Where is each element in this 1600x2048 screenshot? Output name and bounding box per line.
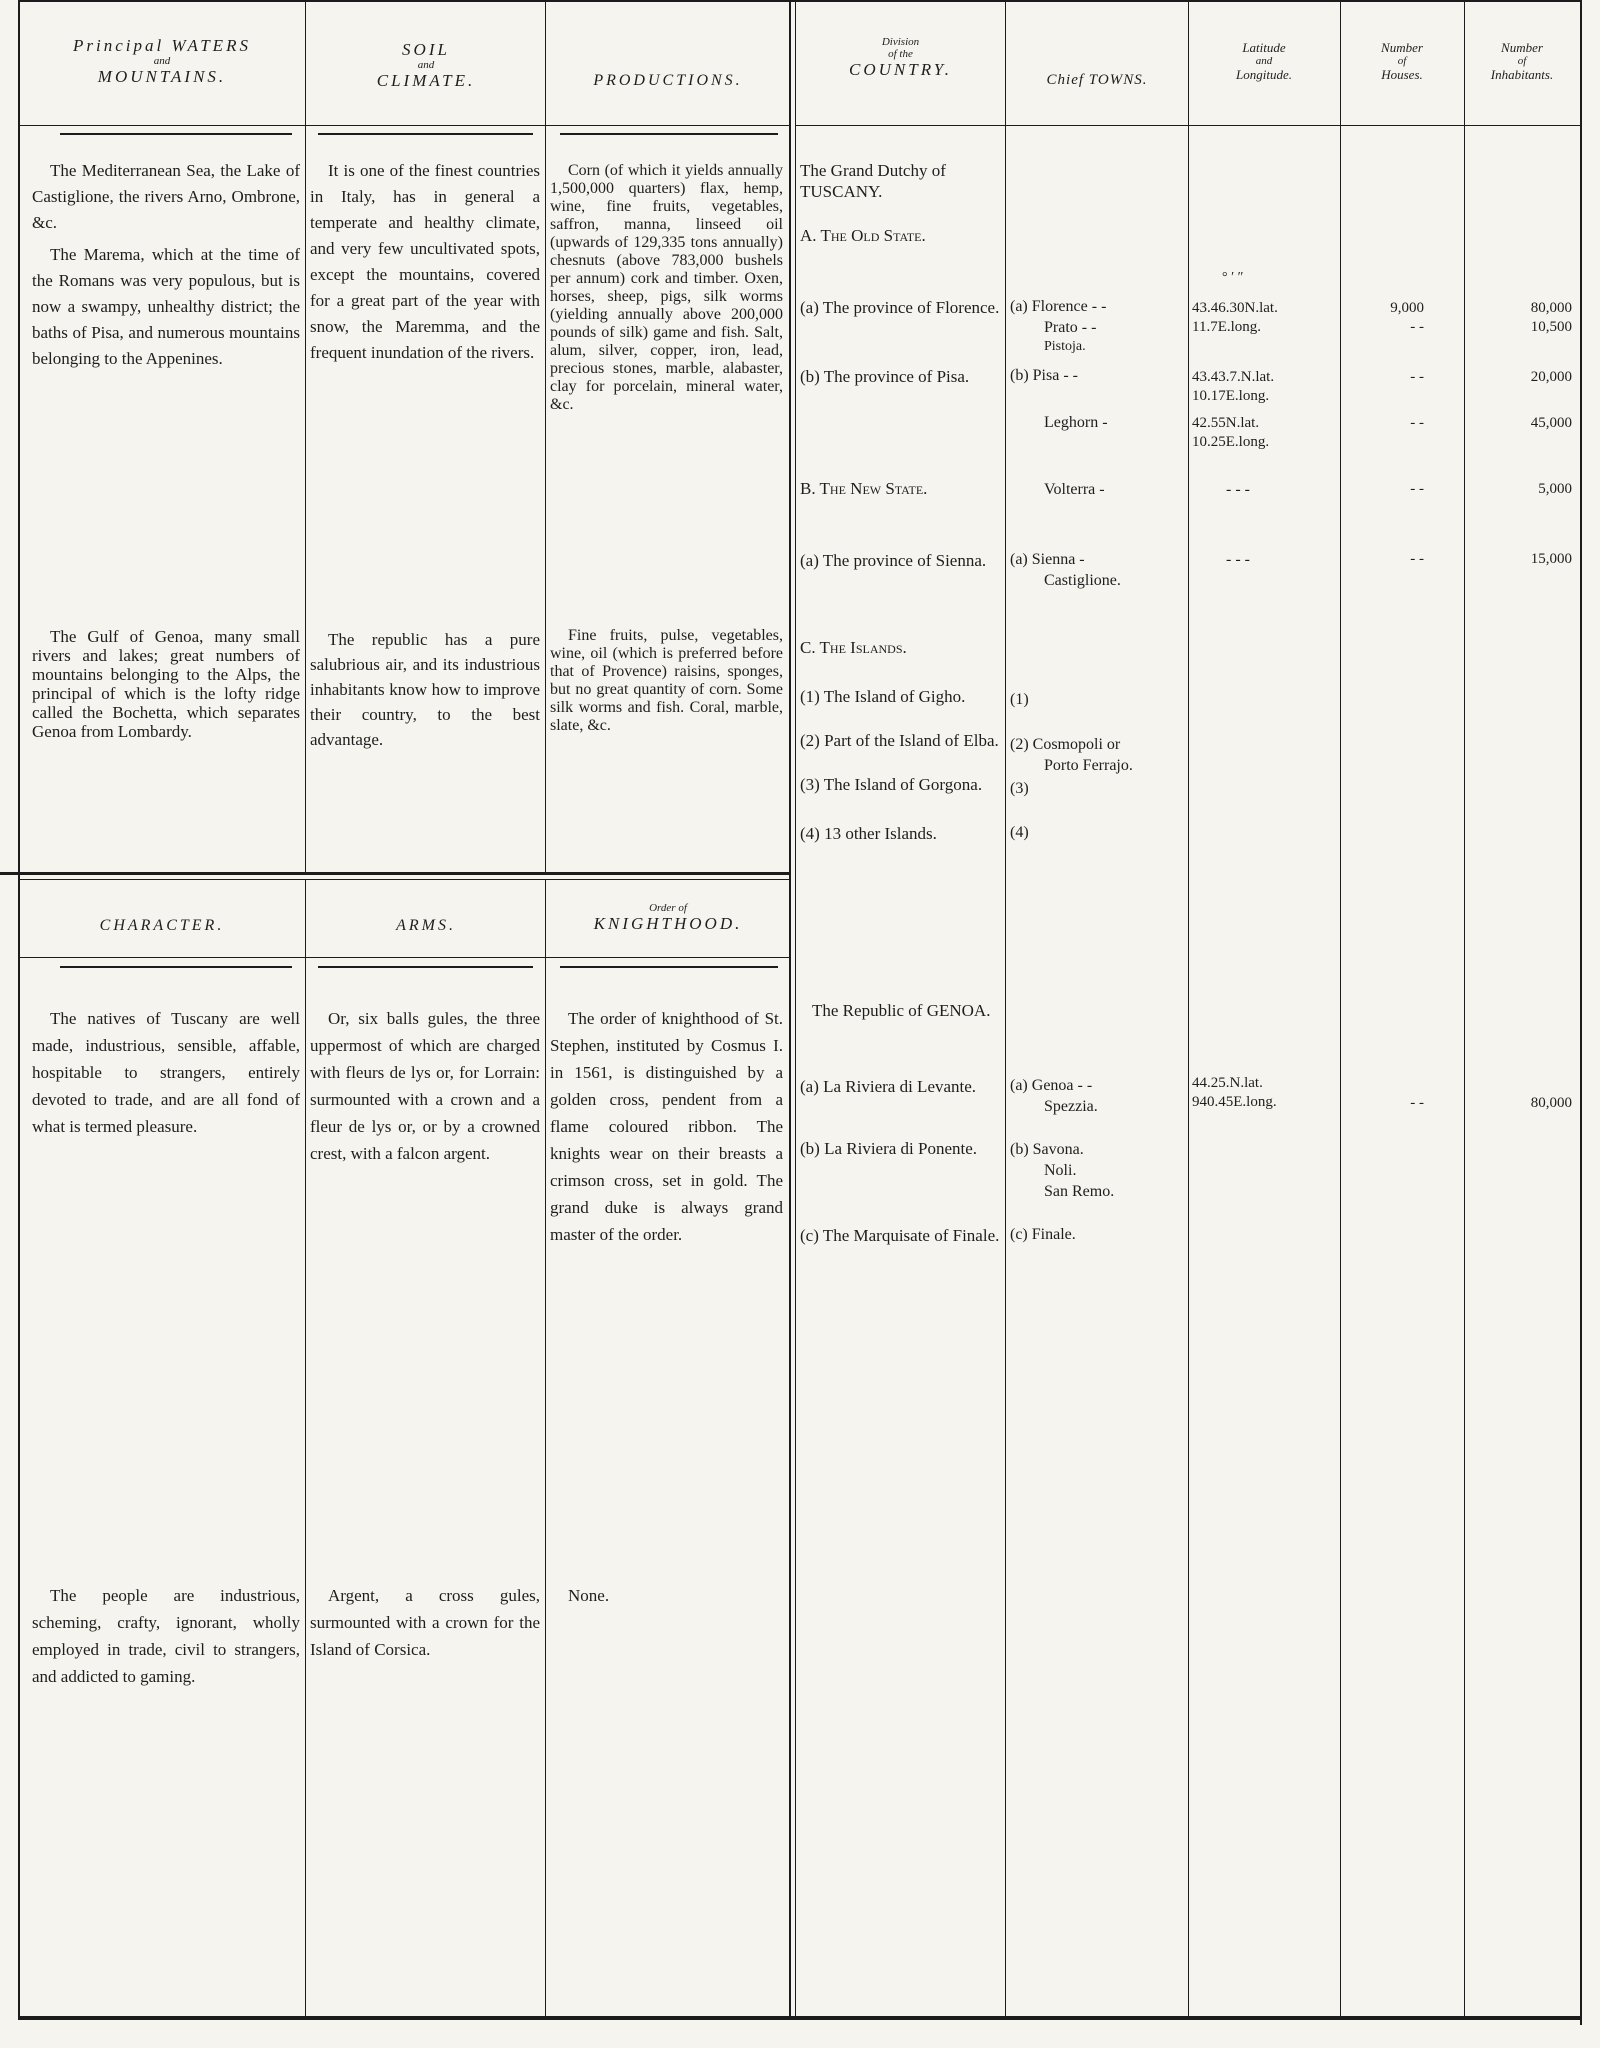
header-text: Number (1501, 40, 1543, 55)
town-island-1: (1) (1010, 691, 1029, 708)
right-border (1580, 0, 1582, 2025)
division-levante: (a) La Riviera di Levante. (800, 1077, 977, 1096)
col-rule (1340, 0, 1341, 2018)
division-ponente: (b) La Riviera di Ponente. (800, 1139, 978, 1158)
town-finale: (c) Finale. (1010, 1226, 1076, 1243)
town-genoa: (a) Genoa - - (1010, 1077, 1093, 1094)
division-finale: (c) The Marquisate of Finale. (800, 1226, 1000, 1245)
latlong-genoa-lat: 44.25.N.lat. (1192, 1075, 1263, 1091)
division-old-state: A. The Old State. (800, 226, 926, 245)
latlong-florence-lat: 43.46.30N.lat. (1192, 300, 1278, 316)
header-text: SOIL (402, 40, 450, 59)
header-rule (318, 966, 533, 968)
header-rule (560, 133, 778, 135)
header-character: CHARACTER. (99, 917, 225, 934)
header-text: of (1517, 55, 1527, 67)
latlong-florence-long: 11.7E.long. (1192, 319, 1262, 335)
col-rule (545, 880, 546, 2017)
header-productions: PRODUCTIONS. (593, 72, 743, 89)
col-rule (1464, 0, 1465, 2018)
genoa-arms: Argent, a cross gules, surmounted with a crown for the Island of Corsica. (310, 1586, 540, 1659)
division-tuscany-title: The Grand Dutchy of TUSCANY. (800, 161, 946, 201)
header-text: COUNTRY. (849, 60, 952, 79)
town-island-4: (4) (1010, 824, 1029, 841)
header-text: Principal WATERS (73, 36, 251, 55)
col-rule (545, 0, 546, 872)
col-rule-double (795, 0, 796, 2018)
town-cosmopoli: (2) Cosmopoli or (1010, 736, 1121, 753)
col-rule (305, 880, 306, 2017)
houses-leghorn: - - (1410, 415, 1424, 431)
section-divider (18, 879, 790, 880)
houses-florence: 9,000 (1390, 300, 1424, 316)
header-text: of (1397, 55, 1407, 67)
header-text: and (417, 59, 435, 71)
latlong-pisa-lat: 43.43.7.N.lat. (1192, 369, 1275, 385)
header-arms: ARMS. (396, 917, 456, 934)
tuscany-character: The natives of Tuscany are well made, industrious, sensible, affable, hospitable to strangers, entirely devoted to trade, and are all fond of what is termed pleasure. (32, 1009, 300, 1136)
header-text: CLIMATE. (376, 71, 476, 90)
header-text: Houses. (1381, 67, 1423, 82)
town-leghorn: Leghorn - (1044, 414, 1108, 431)
header-rule (60, 133, 292, 135)
inhabitants-volterra: 5,000 (1538, 481, 1572, 497)
inhabitants-sienna: 15,000 (1530, 551, 1572, 567)
left-border (18, 0, 20, 2018)
header-rule (560, 966, 778, 968)
header-rule (318, 133, 533, 135)
header-text: Inhabitants. (1490, 67, 1554, 82)
section-divider (0, 872, 791, 875)
division-pisa: (b) The province of Pisa. (800, 367, 970, 386)
town-volterra: Volterra - (1044, 481, 1105, 498)
header-text: and (153, 55, 171, 67)
genoa-productions: Fine fruits, pulse, vegetables, wine, oil (which is preferred before that of Provence) raisins, sponges, but no great quantity of corn. Some silk worms and fish. Coral, marble, slate, &c. (550, 627, 783, 734)
col-rule (1005, 0, 1006, 2018)
header-rule (796, 125, 1582, 126)
latlong-leghorn-long: 10.25E.long. (1192, 434, 1270, 450)
houses-pisa: - - (1410, 369, 1424, 385)
latlong-pisa-long: 10.17E.long. (1192, 388, 1270, 404)
town-castiglione: Castiglione. (1044, 572, 1121, 589)
latlong-genoa-long: 940.45E.long. (1192, 1094, 1277, 1110)
tuscany-productions: Corn (of which it yields annually 1,500,000 quarters) flax, hemp, wine, fine fruits, vegetables, saffron, manna, linseed oil (upwards of 129,335 tons annually) chesnuts (above 783,000 bushels per annum) cork and timber. Oxen, horses, sheep, pigs, silk worms (yielding annually above 200,000 pounds of silk) game and fish. Salt, alum, silver, copper, iron, lead, precious stones, marble, alabaster, clay for porcelain, mineral water, &c. (550, 162, 783, 413)
division-sienna: (a) The province of Sienna. (800, 551, 987, 570)
tuscany-waters-p2: The Marema, which at the time of the Romans was very populous, but is now a swampy, unhealthy district; the baths of Pisa, and numerous mountains belonging to the Appenines. (32, 245, 300, 368)
header-latlong (1190, 40, 1338, 82)
division-other-islands: (4) 13 other Islands. (800, 824, 937, 843)
tuscany-waters-p1: The Mediterranean Sea, the Lake of Castiglione, the rivers Arno, Ombrone, &c. (32, 161, 300, 232)
header-text: Latitude (1242, 40, 1286, 55)
latlong-volterra: - - - (1226, 481, 1250, 498)
col-rule (1188, 0, 1189, 2018)
genoa-waters: The Gulf of Genoa, many small rivers and lakes; great numbers of mountains belonging to the Alps, the principal of which is the lofty ridge called the Bochetta, which separates Genoa from Lombardy. (32, 627, 300, 741)
latlong-degree-marks: ° ′ ″ (1222, 270, 1244, 285)
town-prato: Prato - - (1044, 319, 1097, 336)
header-text: Longitude. (1236, 67, 1292, 82)
header-text: of the (888, 48, 913, 60)
header-knighthood (548, 902, 788, 933)
division-genoa-title: The Republic of GENOA. (812, 1001, 991, 1020)
col-rule-double (789, 0, 791, 2018)
division-gigho: (1) The Island of Gigho. (800, 687, 966, 706)
division-gorgona: (3) The Island of Gorgona. (800, 775, 983, 794)
header-waters-mountains (22, 36, 302, 86)
genoa-character: The people are industrious, scheming, crafty, ignorant, wholly employed in trade, civil to strangers, and addicted to gaming. (32, 1586, 300, 1686)
col-rule (305, 0, 306, 872)
houses-genoa: - - (1410, 1095, 1424, 1111)
table-border-top (18, 0, 1582, 2)
town-island-3: (3) (1010, 780, 1029, 797)
header-text: Order of (649, 902, 687, 914)
header-division (798, 36, 1003, 79)
inhabitants-prato: 10,500 (1530, 319, 1572, 335)
inhabitants-florence: 80,000 (1530, 300, 1572, 316)
header-text: KNIGHTHOOD. (593, 914, 743, 933)
header-text: Division (881, 36, 920, 48)
inhabitants-genoa: 80,000 (1530, 1095, 1572, 1111)
genoa-knighthood: None. (568, 1586, 610, 1605)
tuscany-knighthood: The order of knighthood of St. Stephen, instituted by Cosmus I. in 1561, is distinguished by a golden cross, pendent from a flame coloured ribbon. The knights wear on their breasts a crimson cross, set in gold. The grand duke is always grand master of the order. (550, 1009, 783, 1244)
division-elba: (2) Part of the Island of Elba. (800, 731, 999, 750)
division-islands: C. The Islands. (800, 638, 907, 657)
header-houses (1342, 40, 1462, 82)
town-pisa: (b) Pisa - - (1010, 367, 1078, 384)
tuscany-waters (32, 158, 300, 378)
town-savona: (b) Savona. (1010, 1141, 1084, 1158)
header-text: MOUNTAINS. (97, 67, 227, 86)
town-noli: Noli. (1044, 1162, 1077, 1179)
header-rule (60, 966, 292, 968)
header-text: Number (1381, 40, 1423, 55)
houses-sienna: - - (1410, 551, 1424, 567)
houses-prato: - - (1410, 319, 1424, 335)
header-chief-towns: Chief TOWNS. (1046, 72, 1148, 88)
latlong-leghorn-lat: 42.55N.lat. (1192, 415, 1260, 431)
tuscany-arms: Or, six balls gules, the three uppermost of which are charged with fleurs de lys or, for Lorrain: surmounted with a crown and a fleur de lys or, or by a crowned crest, with a falcon argent. (310, 1009, 540, 1163)
inhabitants-leghorn: 45,000 (1530, 415, 1572, 431)
houses-volterra: - - (1410, 481, 1424, 497)
latlong-sienna: - - - (1226, 551, 1250, 568)
division-florence: (a) The province of Florence. (800, 298, 1000, 317)
inhabitants-pisa: 20,000 (1530, 369, 1572, 385)
header-inhabitants (1466, 40, 1578, 82)
town-florence: (a) Florence - - (1010, 298, 1107, 315)
division-new-state: B. The New State. (800, 479, 928, 498)
town-pistoja: Pistoja. (1044, 339, 1086, 354)
town-san-remo: San Remo. (1044, 1183, 1115, 1200)
tuscany-soil: It is one of the finest countries in Italy, has in general a temperate and healthy climate, and very few uncultivated spots, except the mountains, covered for a great part of the year with snow, the Maremma, and the frequent inundation of the rivers. (310, 161, 540, 362)
town-spezzia: Spezzia. (1044, 1098, 1098, 1115)
bottom-border (18, 2016, 1582, 2020)
header-soil-climate (308, 40, 544, 90)
town-sienna: (a) Sienna - (1010, 551, 1085, 568)
header-rule (18, 957, 790, 958)
header-text: and (1255, 55, 1273, 67)
header-rule (18, 125, 790, 126)
genoa-soil: The republic has a pure salubrious air, and its industrious inhabitants know how to improve their country, to the best advantage. (310, 630, 540, 749)
town-porto-ferrajo: Porto Ferrajo. (1044, 757, 1133, 774)
